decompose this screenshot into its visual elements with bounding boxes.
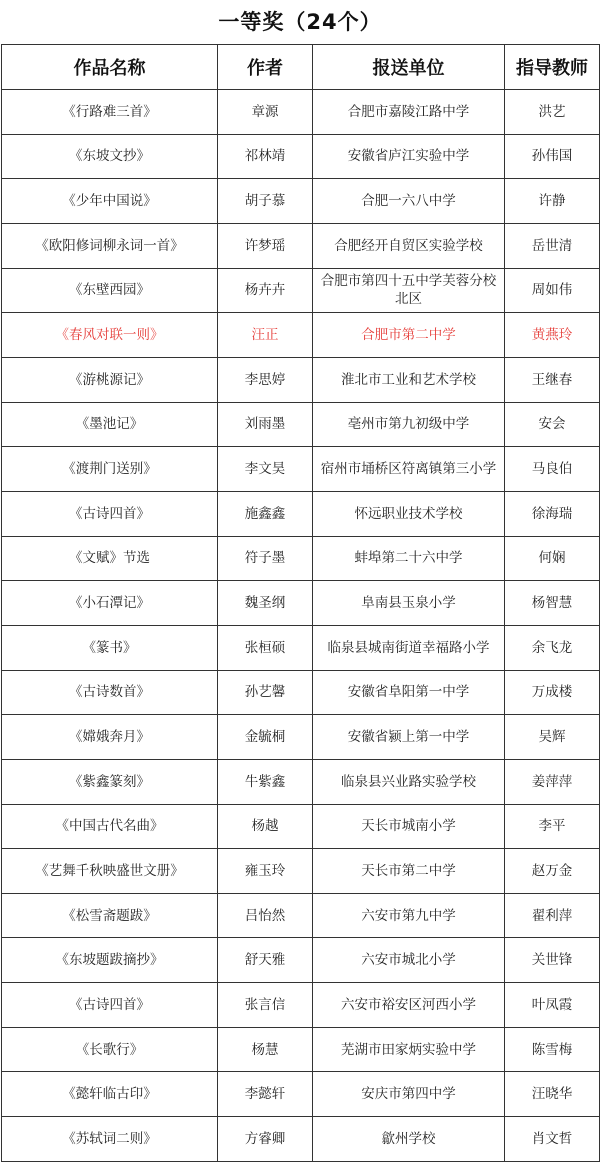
cell-work: 《长歌行》 <box>2 1027 218 1072</box>
cell-unit: 芜湖市田家炳实验中学 <box>313 1027 505 1072</box>
cell-unit: 阜南县玉泉小学 <box>313 581 505 626</box>
cell-author: 李思婷 <box>218 357 313 402</box>
cell-unit: 安徽省庐江实验中学 <box>313 134 505 179</box>
table-row <box>2 1117 600 1162</box>
header-unit: 报送单位 <box>313 45 505 90</box>
cell-unit: 怀远职业技术学校 <box>313 491 505 536</box>
cell-teacher: 叶凤霞 <box>505 983 600 1028</box>
table-row <box>2 313 600 358</box>
header-author: 作者 <box>218 45 313 90</box>
cell-author: 李文昊 <box>218 447 313 492</box>
cell-work: 《欧阳修词柳永词一首》 <box>2 223 218 268</box>
cell-teacher: 汪晓华 <box>505 1072 600 1117</box>
cell-unit: 合肥经开自贸区实验学校 <box>313 223 505 268</box>
cell-author: 祁林靖 <box>218 134 313 179</box>
cell-unit: 六安市裕安区河西小学 <box>313 983 505 1028</box>
table-row <box>2 223 600 268</box>
cell-unit: 歙州学校 <box>313 1117 505 1162</box>
table-row <box>2 804 600 849</box>
cell-author: 金毓桐 <box>218 715 313 760</box>
cell-author: 魏圣纲 <box>218 581 313 626</box>
cell-unit: 安庆市第四中学 <box>313 1072 505 1117</box>
cell-author: 许梦瑶 <box>218 223 313 268</box>
table-row <box>2 983 600 1028</box>
cell-author: 施鑫鑫 <box>218 491 313 536</box>
cell-work: 《春风对联一则》 <box>2 313 218 358</box>
cell-author: 杨越 <box>218 804 313 849</box>
header-teacher: 指导教师 <box>505 45 600 90</box>
table-row <box>2 625 600 670</box>
cell-unit: 天长市城南小学 <box>313 804 505 849</box>
cell-unit: 临泉县兴业路实验学校 <box>313 759 505 804</box>
cell-work: 《苏轼词二则》 <box>2 1117 218 1162</box>
cell-author: 刘雨墨 <box>218 402 313 447</box>
cell-work: 《文赋》节选 <box>2 536 218 581</box>
cell-author: 张桓硕 <box>218 625 313 670</box>
cell-work: 《古诗四首》 <box>2 491 218 536</box>
cell-teacher: 安会 <box>505 402 600 447</box>
cell-teacher: 孙伟国 <box>505 134 600 179</box>
page-title: 一等奖（24个） <box>218 10 382 34</box>
cell-author: 李懿轩 <box>218 1072 313 1117</box>
cell-work: 《东壁西园》 <box>2 268 218 313</box>
cell-author: 舒天雅 <box>218 938 313 983</box>
table-row <box>2 670 600 715</box>
table-row <box>2 491 600 536</box>
award-table <box>1 44 600 1162</box>
cell-teacher: 王继春 <box>505 357 600 402</box>
cell-teacher: 周如伟 <box>505 268 600 313</box>
cell-teacher: 陈雪梅 <box>505 1027 600 1072</box>
cell-teacher: 余飞龙 <box>505 625 600 670</box>
cell-work: 《渡荆门送别》 <box>2 447 218 492</box>
cell-teacher: 肖文哲 <box>505 1117 600 1162</box>
cell-author: 符子墨 <box>218 536 313 581</box>
table-row <box>2 134 600 179</box>
cell-unit: 合肥一六八中学 <box>313 179 505 224</box>
table-row <box>2 357 600 402</box>
cell-teacher: 徐海瑞 <box>505 491 600 536</box>
table-row <box>2 715 600 760</box>
cell-teacher: 何娴 <box>505 536 600 581</box>
cell-teacher: 关世锋 <box>505 938 600 983</box>
cell-work: 《松雪斋题跋》 <box>2 893 218 938</box>
cell-author: 章源 <box>218 90 313 135</box>
cell-work: 《紫鑫篆刻》 <box>2 759 218 804</box>
cell-author: 汪正 <box>218 313 313 358</box>
cell-unit: 宿州市埇桥区符离镇第三小学 <box>313 447 505 492</box>
cell-teacher: 赵万金 <box>505 849 600 894</box>
cell-work: 《小石潭记》 <box>2 581 218 626</box>
cell-work: 《东坡题跋摘抄》 <box>2 938 218 983</box>
table-row <box>2 1072 600 1117</box>
cell-teacher: 翟利萍 <box>505 893 600 938</box>
cell-unit: 天长市第二中学 <box>313 849 505 894</box>
table-row <box>2 938 600 983</box>
cell-author: 杨慧 <box>218 1027 313 1072</box>
cell-work: 《艺舞千秋映盛世文册》 <box>2 849 218 894</box>
cell-unit: 安徽省阜阳第一中学 <box>313 670 505 715</box>
cell-teacher: 杨智慧 <box>505 581 600 626</box>
cell-teacher: 岳世清 <box>505 223 600 268</box>
cell-unit: 六安市城北小学 <box>313 938 505 983</box>
cell-work: 《游桃源记》 <box>2 357 218 402</box>
cell-work: 《行路难三首》 <box>2 90 218 135</box>
table-row <box>2 849 600 894</box>
cell-unit: 淮北市工业和艺术学校 <box>313 357 505 402</box>
cell-author: 胡子慕 <box>218 179 313 224</box>
cell-unit: 合肥市嘉陵江路中学 <box>313 90 505 135</box>
cell-teacher: 黄燕玲 <box>505 313 600 358</box>
cell-author: 张言信 <box>218 983 313 1028</box>
table-row <box>2 447 600 492</box>
cell-work: 《懿轩临古印》 <box>2 1072 218 1117</box>
cell-unit: 合肥市第四十五中学芙蓉分校北区 <box>313 268 505 313</box>
cell-author: 孙艺馨 <box>218 670 313 715</box>
cell-unit: 临泉县城南街道幸福路小学 <box>313 625 505 670</box>
cell-author: 方睿卿 <box>218 1117 313 1162</box>
header-work: 作品名称 <box>2 45 218 90</box>
table-row <box>2 179 600 224</box>
cell-work: 《篆书》 <box>2 625 218 670</box>
table-row <box>2 893 600 938</box>
table-row <box>2 90 600 135</box>
cell-unit: 合肥市第二中学 <box>313 313 505 358</box>
cell-work: 《少年中国说》 <box>2 179 218 224</box>
table-row <box>2 1027 600 1072</box>
cell-teacher: 吴辉 <box>505 715 600 760</box>
table-row <box>2 536 600 581</box>
cell-author: 吕怡然 <box>218 893 313 938</box>
cell-teacher: 万成楼 <box>505 670 600 715</box>
table-row <box>2 268 600 313</box>
cell-unit: 亳州市第九初级中学 <box>313 402 505 447</box>
cell-work: 《古诗四首》 <box>2 983 218 1028</box>
cell-work: 《嫦娥奔月》 <box>2 715 218 760</box>
cell-work: 《古诗数首》 <box>2 670 218 715</box>
cell-work: 《墨池记》 <box>2 402 218 447</box>
cell-teacher: 许静 <box>505 179 600 224</box>
cell-unit: 安徽省颍上第一中学 <box>313 715 505 760</box>
table-body <box>2 90 600 1162</box>
cell-work: 《中国古代名曲》 <box>2 804 218 849</box>
cell-teacher: 李平 <box>505 804 600 849</box>
table-row <box>2 402 600 447</box>
cell-unit: 蚌埠第二十六中学 <box>313 536 505 581</box>
cell-teacher: 洪艺 <box>505 90 600 135</box>
table-row <box>2 759 600 804</box>
cell-work: 《东坡文抄》 <box>2 134 218 179</box>
table-header-row <box>2 45 600 90</box>
cell-author: 雍玉玲 <box>218 849 313 894</box>
table-row <box>2 581 600 626</box>
cell-author: 杨卉卉 <box>218 268 313 313</box>
cell-teacher: 马良伯 <box>505 447 600 492</box>
cell-unit: 六安市第九中学 <box>313 893 505 938</box>
cell-author: 牛紫鑫 <box>218 759 313 804</box>
cell-teacher: 姜萍萍 <box>505 759 600 804</box>
